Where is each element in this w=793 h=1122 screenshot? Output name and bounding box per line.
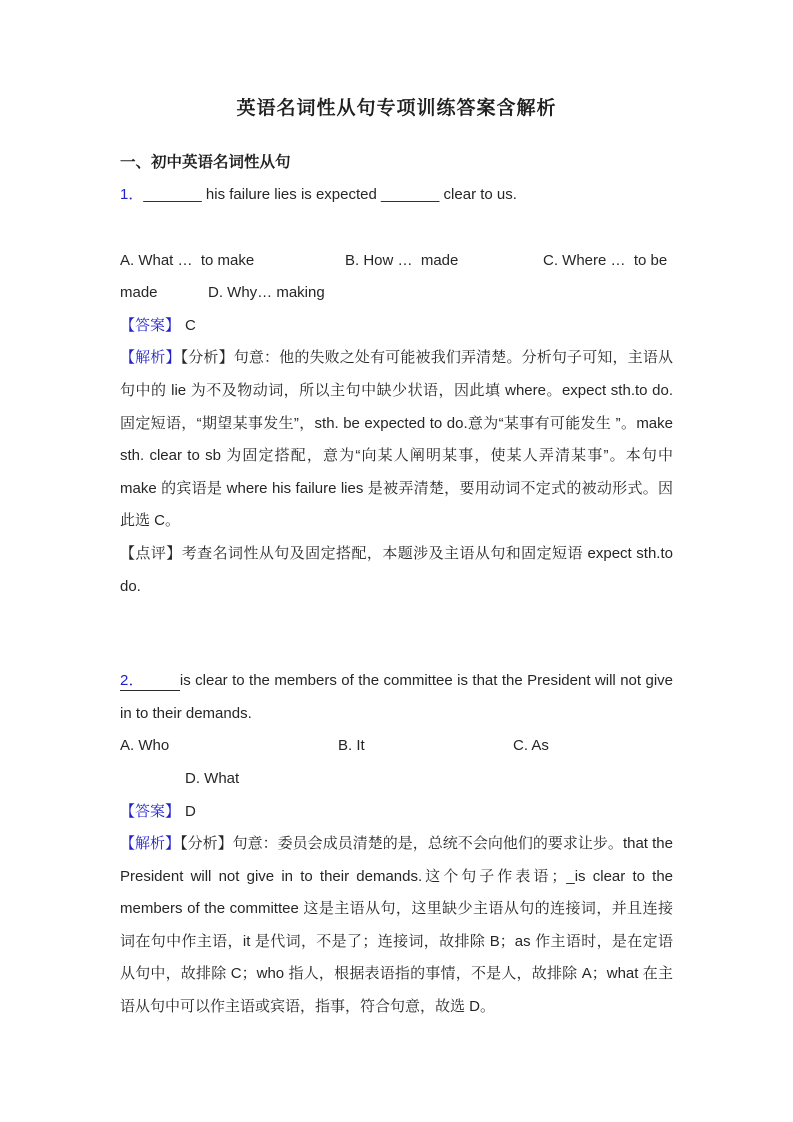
q2-options-row-1 [120,730,673,763]
q2-answer-value: D [185,802,196,820]
q1-analysis-label: 【解析】 [120,349,181,367]
q2-answer-label: 【答案】 [120,802,181,820]
q2-analysis-label: 【解析】 [120,835,181,853]
q1-options-row-2 [120,277,673,310]
q1-answer-value: C [185,316,196,334]
q2-stem-text: is clear to the members of the committee is that the President will not give in to their demands. [120,672,678,722]
q1-option-c-part2: made [120,284,158,302]
q2-option-d: D. What [185,769,240,787]
q1-comment: 【点评】考查名词性从句及固定搭配，本题涉及主语从句和固定短语 expect sth.to do. [120,544,678,595]
section-heading: 一、初中英语名词性从句 [120,154,291,171]
q2-option-c: C. As [513,737,549,755]
q2-blank-underline [120,672,180,691]
q2-blank [144,684,180,685]
q2-answer-line [120,796,673,829]
q1-option-b: B. How … made [345,251,459,269]
q2-options-row-2 [120,763,673,796]
q1-option-d: D. Why… making [208,284,325,302]
q2-number: 2． [120,672,144,690]
q1-stem-text: _______ his failure lies is expected _______ clear to us. [143,186,517,203]
spacer [120,603,673,665]
q2-stem [120,665,678,730]
q1-analysis [120,342,678,538]
q2-option-a: A. Who [120,737,170,755]
q1-stem [120,179,673,212]
document-title: 英语名词性从句专项训练答案含解析 [236,98,557,119]
q1-number: 1． [120,186,144,203]
q1-option-c-part1: C. Where … to be [543,251,668,269]
q1-analysis-text: 【分析】句意：他的失败之处有可能被我们弄清楚。分析句子可知，主语从句中的 lie 为不及物动词，所以主句中缺少状语，因此填 where。expect sth.to do.固定短语，“期望某事发生”，sth. be expected to do.意为“某事有可能发生 ”。make sth. clear to sb 为固定搭配，意为“向某人阐明某事，使某人弄清某事”。本句中 make 的宾语是 where his failure lies 是被弄清楚，要用动词不定式的被动形式。因此选 C。 [120,349,678,530]
q2-option-b: B. It [338,737,365,755]
spacer [120,212,673,245]
q1-option-a: A. What … to make [120,251,255,269]
q1-answer-label: 【答案】 [120,316,181,334]
q2-analysis [120,828,678,1024]
q2-analysis-text: 【分析】句意：委员会成员清楚的是，总统不会向他们的要求让步。that the President will not give in to their demands.这个句子作表语；_is clear to the members of the committee 这是主语从句，这里缺少主语从句的连接词，并且连接词在句中作主语，it 是代词，不是了；连接词，故排除 B；as 作主语时，是在定语从句中，故排除 C；who 指人，根据表语指的事情，不是人，故排除 A；what 在主语从句中可以作主语或宾语，指事，符合句意，故选 D。 [120,835,678,1016]
q1-options-row-1 [120,245,673,278]
q1-answer-line [120,310,673,343]
